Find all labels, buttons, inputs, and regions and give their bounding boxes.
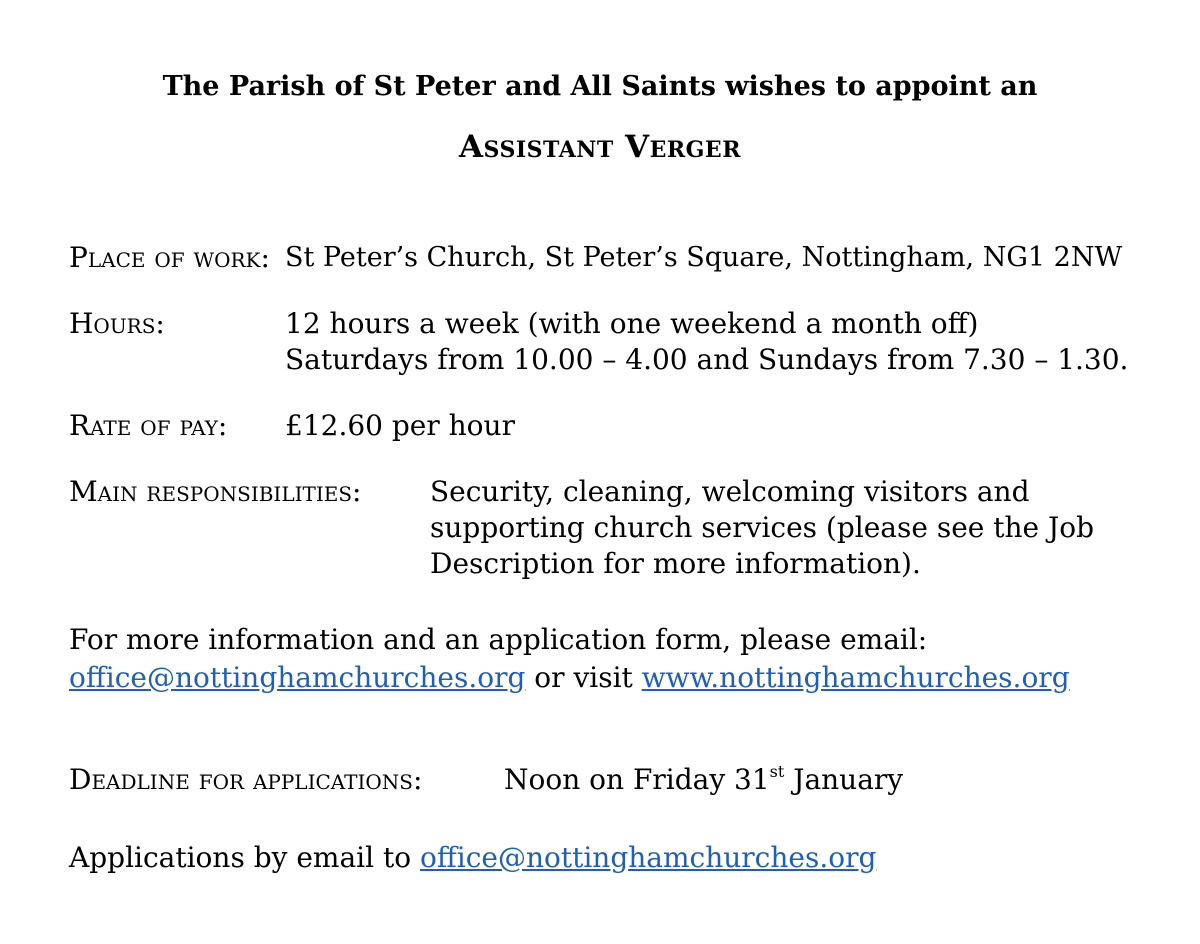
responsibilities-value	[430, 474, 1094, 582]
place-of-work-value: St Peter’s Church, St Peter’s Square, Nottingham, NG1 2NW	[285, 242, 1123, 273]
intro-heading: The Parish of St Peter and All Saints wishes to appoint an	[162, 71, 1038, 102]
hours-label: Hours:	[69, 307, 165, 340]
hours-line-1: 12 hours a week (with one weekend a month off)	[285, 307, 979, 340]
deadline-ordinal-suffix: st	[769, 762, 785, 781]
deadline-value	[504, 762, 903, 798]
contact-line	[69, 659, 1070, 697]
responsibilities-line-3: Description for more information).	[430, 547, 921, 580]
applications-email-link[interactable]: office@nottinghamchurches.org	[420, 841, 877, 874]
deadline-month-text: January	[784, 763, 904, 796]
deadline-label: Deadline for applications:	[69, 763, 423, 796]
responsibilities-line-2: supporting church services (please see the Job	[430, 511, 1095, 544]
place-of-work-label: Place of work:	[69, 241, 270, 274]
hours-line-2: Saturdays from 10.00 – 4.00 and Sundays from 7.30 – 1.30.	[285, 343, 1129, 376]
hours-value	[285, 306, 1128, 378]
website-link[interactable]: www.nottinghamchurches.org	[641, 661, 1070, 694]
office-email-link[interactable]: office@nottinghamchurches.org	[69, 661, 526, 694]
responsibilities-label: Main responsibilities:	[69, 475, 362, 508]
rate-of-pay-value: £12.60 per hour	[285, 409, 515, 442]
more-info-paragraph	[69, 621, 1070, 697]
responsibilities-line-1: Security, cleaning, welcoming visitors and	[430, 475, 1030, 508]
more-info-line: For more information and an application form, please email:	[69, 623, 928, 656]
role-title: Assistant Verger	[459, 129, 741, 165]
rate-of-pay-label: Rate of pay:	[69, 409, 228, 442]
applications-line	[69, 839, 876, 877]
applications-text: Applications by email to	[69, 841, 420, 874]
or-visit-text: or visit	[525, 661, 642, 694]
deadline-date-text: Noon on Friday 31	[504, 763, 770, 796]
